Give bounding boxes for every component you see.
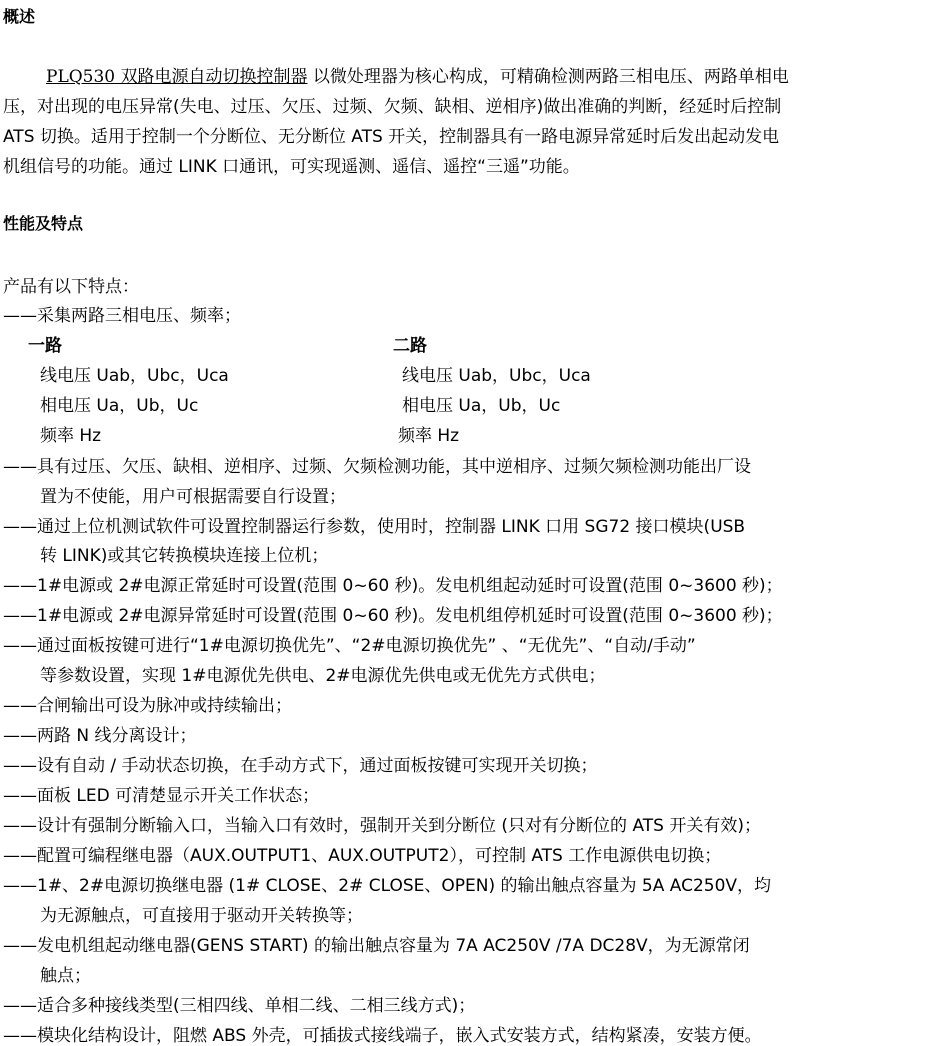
feature-item: ——具有过压、欠压、缺相、逆相序、过频、欠频检测功能，其中逆相序、过频欠频检测功能出厂设 — [3, 457, 751, 477]
feature-item: ——1#电源或 2#电源异常延时可设置(范围 0~60 秒)。发电机组停机延时可设置(范围 0~3600 秒)； — [3, 606, 783, 626]
feature-item: ——通过上位机测试软件可设置控制器运行参数，使用时，控制器 LINK 口用 SG72 接口模块(USB — [3, 517, 746, 537]
features-intro: 产品有以下特点： — [3, 277, 139, 297]
feature-item: ——1#、2#电源切换继电器 (1# CLOSE、2# CLOSE、OPEN) 的输出触点容量为 5A AC250V，均 — [3, 876, 772, 896]
feature-item-cont: 转 LINK)或其它转换模块连接上位机； — [40, 546, 329, 566]
feature-item: ——设有自动 / 手动状态切换，在手动方式下，通过面板按键可实现开关切换； — [3, 756, 598, 776]
feature-item-cont: 触点； — [40, 966, 91, 986]
overview-line-2: 压，对出现的电压异常(失电、过压、欠压、过频、欠频、缺相、逆相序)做出准确的判断，经延时后控制 — [3, 97, 782, 117]
channel-2-phase-voltage: 相电压 Ua，Ub，Uc — [402, 396, 561, 416]
model-name: PLQ530 双路电源自动切换控制器 — [46, 67, 308, 87]
channel-1-line-voltage: 线电压 Uab，Ubc，Uca — [40, 366, 229, 386]
feature-item: ——1#电源或 2#电源正常延时可设置(范围 0~60 秒)。发电机组起动延时可设置(范围 0~3600 秒)； — [3, 576, 783, 596]
feature-item: ——设计有强制分断输入口，当输入口有效时，强制开关到分断位 (只对有分断位的 ATS 开关有效)； — [3, 816, 761, 836]
overview-heading: 概述 — [3, 7, 36, 26]
channel-2-title: 二路 — [393, 336, 427, 356]
feature-item: ——配置可编程继电器（AUX.OUTPUT1、AUX.OUTPUT2），可控制 ATS 工作电源供电切换； — [3, 846, 722, 866]
feature-item: ——模块化结构设计，阻燃 ABS 外壳，可插拔式接线端子，嵌入式安装方式，结构紧凑，安装方便。 — [3, 1026, 762, 1046]
overview-line-4: 机组信号的功能。通过 LINK 口通讯，可实现遥测、遥信、遥控“三遥”功能。 — [3, 157, 580, 177]
overview-line-3: ATS 切换。适用于控制一个分断位、无分断位 ATS 开关，控制器具有一路电源异常延时后发出起动发电 — [3, 127, 780, 147]
feature-item-cont: 等参数设置，实现 1#电源优先供电、2#电源优先供电或无优先方式供电； — [40, 666, 606, 686]
features-heading: 性能及特点 — [3, 214, 84, 233]
channel-1-title: 一路 — [28, 336, 62, 356]
feature-item: ——发电机组起动继电器(GENS START) 的输出触点容量为 7A AC250V /7A DC28V，为无源常闭 — [3, 936, 750, 956]
feature-item: ——适合多种接线类型(三相四线、单相二线、二相三线方式)； — [3, 996, 476, 1016]
overview-line-1 — [46, 62, 789, 87]
channel-2-line-voltage: 线电压 Uab，Ubc，Uca — [402, 366, 591, 386]
feature-item-cont: 为无源触点，可直接用于驱动开关转换等； — [40, 906, 363, 926]
feature-item: ——两路 N 线分离设计； — [3, 726, 197, 746]
overview-line-1-text: 以微处理器为核心构成，可精确检测两路三相电压、两路单相电 — [307, 67, 789, 87]
feature-item: ——合闸输出可设为脉冲或持续输出； — [3, 696, 292, 716]
channel-1-phase-voltage: 相电压 Ua，Ub，Uc — [40, 396, 199, 416]
feature-item-cont: 置为不使能，用户可根据需要自行设置； — [40, 487, 346, 507]
channel-2-frequency: 频率 Hz — [398, 426, 460, 446]
features-collect: ——采集两路三相电压、频率； — [3, 306, 241, 326]
feature-item: ——面板 LED 可清楚显示开关工作状态； — [3, 786, 320, 806]
feature-item: ——通过面板按键可进行“1#电源切换优先”、“2#电源切换优先” 、“无优先”、“自动/手动” — [3, 636, 696, 656]
channel-1-frequency: 频率 Hz — [40, 426, 102, 446]
